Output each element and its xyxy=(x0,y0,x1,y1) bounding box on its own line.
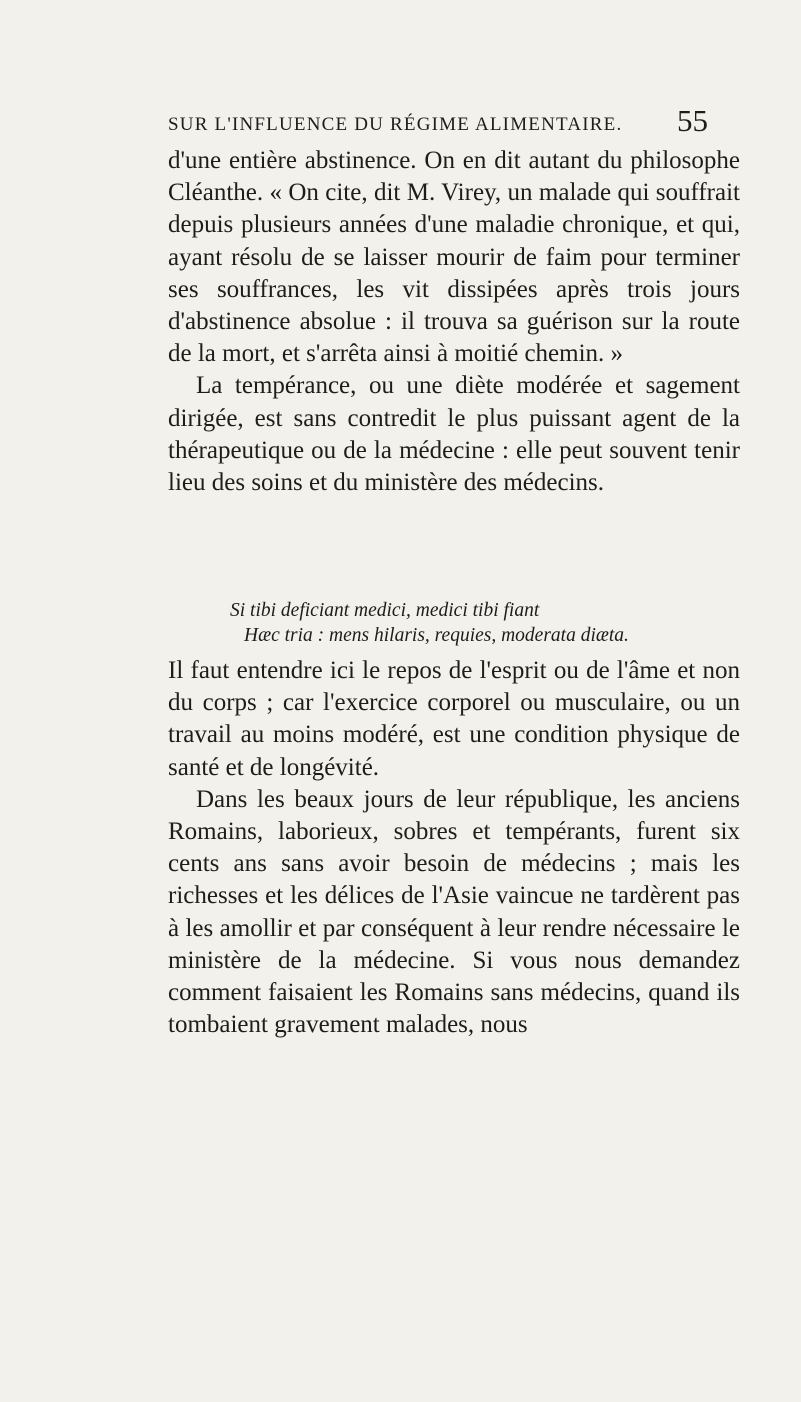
text-block-lower xyxy=(168,655,740,1041)
paragraph-repos: Il faut entendre ici le repos de l'esprit ou de l'âme et non du corps ; car l'exercice corporel ou musculaire, ou un travail au moins modéré, est une condition physique de santé et de longévité. xyxy=(168,657,740,781)
paragraph-abstinence: d'une entière abstinence. On en dit autant du philosophe Cléanthe. « On cite, dit M. Virey, un malade qui souffrait depuis plusieurs années d'une maladie chronique, et qui, ayant résolu de se laisser mourir de faim pour terminer ses souffrances, les vit dissipées après trois jours d'abstinence absolue : il trouva sa guérison sur la route de la mort, et s'arrêta ainsi à moitié chemin. » xyxy=(168,147,740,368)
paragraph-romains: Dans les beaux jours de leur république, les anciens Romains, laborieux, sobres et tempérants, furent six cents ans sans avoir besoin de médecins ; mais les richesses et les délices de l'Asie vaincue ne tardèrent pas à les amollir et par conséquent à leur rendre nécessaire le ministère de la médecine. Si vous nous demandez comment faisaient les Romains sans médecins, quand ils tombaient gravement malades, nous xyxy=(168,785,740,1039)
running-head-title: SUR L'INFLUENCE DU RÉGIME ALIMENTAIRE. xyxy=(168,114,623,135)
paragraph-temperance: La tempérance, ou une diète modérée et sagement dirigée, est sans contredit le plus puissant agent de la thérapeutique ou de la médecine : elle peut souvent tenir lieu des soins et du ministère des médecins. xyxy=(168,372,740,497)
latin-verse xyxy=(230,598,770,648)
verse-line: Si tibi deficiant medici, medici tibi fiant xyxy=(230,600,540,621)
running-head xyxy=(168,103,708,143)
text-block-upper xyxy=(168,145,740,499)
page-number: 55 xyxy=(677,103,708,138)
verse-line: Hæc tria : mens hilaris, requies, moderata diæta. xyxy=(244,625,629,646)
